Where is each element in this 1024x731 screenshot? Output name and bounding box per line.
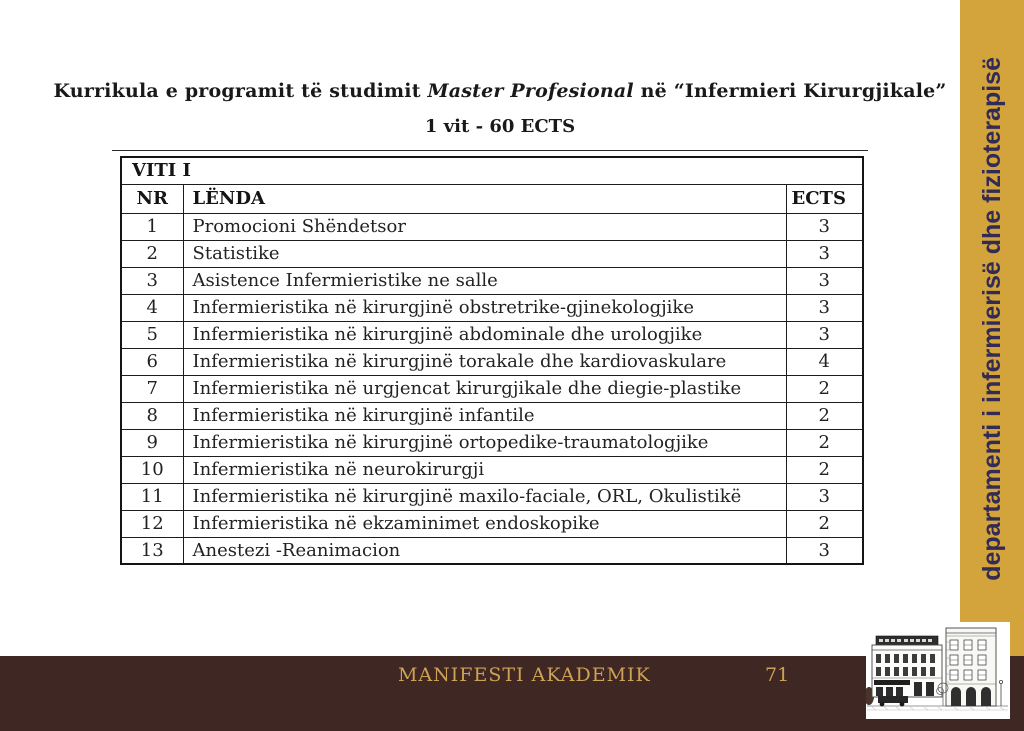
table-year-row <box>121 157 863 184</box>
title-suffix: në “Infermieri Kirurgjikale” <box>633 80 947 102</box>
title-line-2: 1 vit - 60 ECTS <box>424 116 576 137</box>
course-ects: 3 <box>786 537 863 564</box>
university-building-illustration <box>866 622 1010 719</box>
course-ects: 3 <box>786 213 863 240</box>
course-name: Infermieristika në kirurgjinë obstretrike-gjinekologjike <box>183 294 786 321</box>
sidebar-vertical-text: departamenti i infermierisë dhe fizioterapisë <box>977 56 1006 581</box>
title-italic-segment: Master Profesional <box>427 80 634 102</box>
course-name: Infermieristika në urgjencat kirurgjikale dhe diegie-plastike <box>183 375 786 402</box>
course-number: 10 <box>121 456 183 483</box>
course-name: Infermieristika në neurokirurgji <box>183 456 786 483</box>
course-number: 13 <box>121 537 183 564</box>
table-row <box>121 456 863 483</box>
table-header-row <box>121 184 863 213</box>
course-name: Infermieristika në kirurgjinë infantile <box>183 402 786 429</box>
table-row <box>121 483 863 510</box>
course-ects: 2 <box>786 402 863 429</box>
course-ects: 3 <box>786 321 863 348</box>
course-number: 8 <box>121 402 183 429</box>
department-sidebar <box>960 0 1024 657</box>
course-number: 5 <box>121 321 183 348</box>
course-name: Statistike <box>183 240 786 267</box>
col-header-nr: NR <box>121 184 183 213</box>
course-ects: 3 <box>786 267 863 294</box>
course-name: Asistence Infermieristike ne salle <box>183 267 786 294</box>
course-name: Infermieristika në kirurgjinë maxilo-faciale, ORL, Okulistikë <box>183 483 786 510</box>
course-number: 2 <box>121 240 183 267</box>
table-row <box>121 213 863 240</box>
table-row <box>121 537 863 564</box>
course-ects: 4 <box>786 348 863 375</box>
course-ects: 2 <box>786 510 863 537</box>
table-row <box>121 510 863 537</box>
course-number: 7 <box>121 375 183 402</box>
col-header-ects: ECTS <box>786 184 863 213</box>
course-name: Infermieristika në kirurgjinë abdominale dhe urologjike <box>183 321 786 348</box>
course-name: Anestezi -Reanimacion <box>183 537 786 564</box>
table-row <box>121 402 863 429</box>
course-number: 3 <box>121 267 183 294</box>
table-row <box>121 267 863 294</box>
table-row <box>121 429 863 456</box>
table-row <box>121 321 863 348</box>
table-top-rule <box>112 150 868 151</box>
course-ects: 3 <box>786 483 863 510</box>
page-title <box>40 80 960 137</box>
course-number: 6 <box>121 348 183 375</box>
table-row <box>121 294 863 321</box>
course-ects: 2 <box>786 375 863 402</box>
title-prefix: Kurrikula e programit të studimit <box>53 80 428 102</box>
course-ects: 3 <box>786 240 863 267</box>
course-ects: 2 <box>786 456 863 483</box>
table-row <box>121 240 863 267</box>
course-number: 12 <box>121 510 183 537</box>
title-line-1 <box>40 80 960 102</box>
curriculum-table <box>120 156 864 565</box>
footer-label: MANIFESTI AKADEMIK <box>398 664 651 686</box>
course-number: 4 <box>121 294 183 321</box>
course-name: Infermieristika në kirurgjinë torakale dhe kardiovaskulare <box>183 348 786 375</box>
course-name: Infermieristika në kirurgjinë ortopedike-traumatologjike <box>183 429 786 456</box>
table-row <box>121 348 863 375</box>
course-number: 1 <box>121 213 183 240</box>
course-ects: 3 <box>786 294 863 321</box>
course-number: 11 <box>121 483 183 510</box>
course-number: 9 <box>121 429 183 456</box>
course-name: Promocioni Shëndetsor <box>183 213 786 240</box>
page-number: 71 <box>765 664 790 686</box>
table-row <box>121 375 863 402</box>
course-ects: 2 <box>786 429 863 456</box>
col-header-lenda: LËNDA <box>183 184 786 213</box>
table-year-header: VITI I <box>121 157 863 184</box>
course-name: Infermieristika në ekzaminimet endoskopike <box>183 510 786 537</box>
